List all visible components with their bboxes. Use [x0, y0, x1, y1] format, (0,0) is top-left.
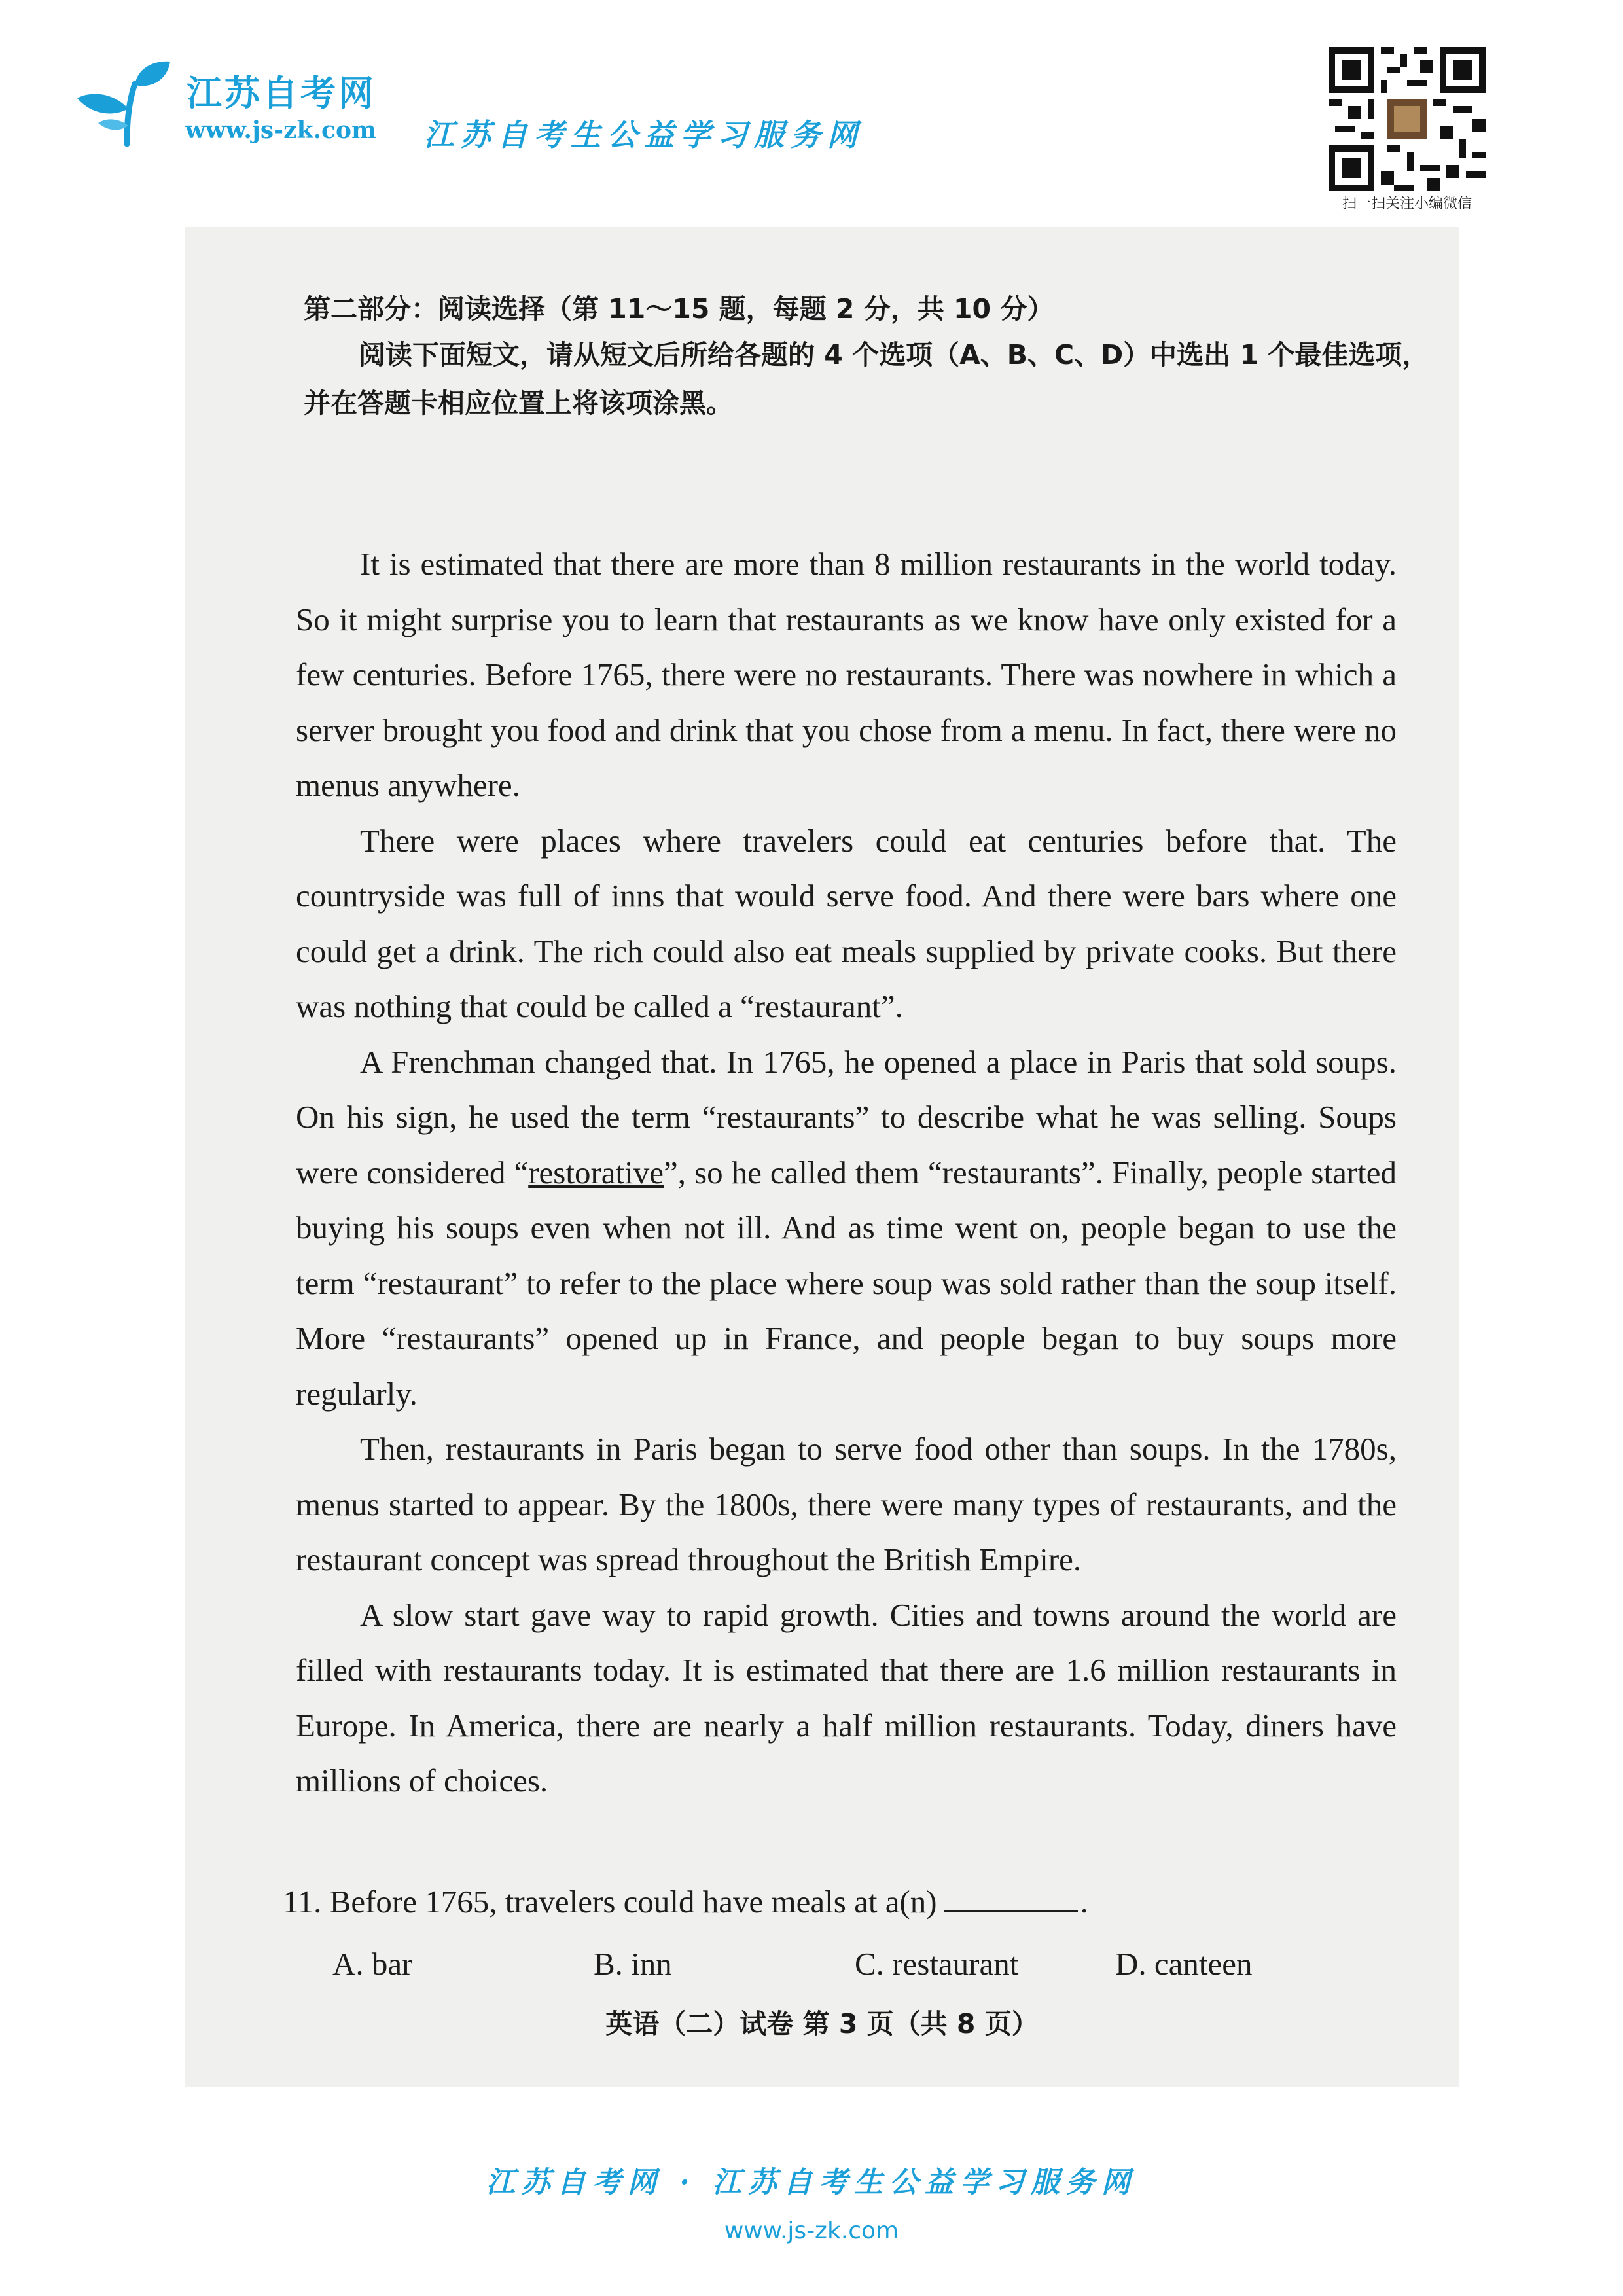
question-11 — [283, 1883, 1088, 1920]
qr-code-icon[interactable] — [1329, 47, 1486, 191]
question-stem: 11. Before 1765, travelers could have meals at a(n) — [283, 1884, 937, 1920]
option-d: D. canteen — [1115, 1946, 1253, 1982]
site-footer-url[interactable]: www.js-zk.com — [724, 2217, 899, 2244]
qr-caption: 扫一扫关注小编微信 — [1342, 196, 1472, 212]
site-footer-slogan: 江苏自考网 · 江苏自考生公益学习服务网 — [486, 2166, 1137, 2199]
exam-page — [185, 227, 1459, 2087]
option-b: B. inn — [594, 1946, 672, 1982]
passage-paragraph-2: There were places where travelers could eat centuries before that. The countryside was full of inns that would serve food. And there were bars where one could get a drink. The rich could also eat meals supplied by private cooks. But there was nothing that could be called a “restaurant”. — [296, 822, 1397, 1024]
paragraph-3-text-before: A Frenchman changed that. In 1765, he opened a place in Paris that sold soups. On his sign, he used the term “restaurants” to describe what he was selling. Soups were considered “ — [296, 1043, 1397, 1191]
brand-slogan: 江苏自考生公益学习服务网 — [424, 117, 864, 152]
passage-paragraph-5: A slow start gave way to rapid growth. Cities and towns around the world are filled with restaurants today. It is estimated that there are 1.6 million restaurants in Europe. In America, there are nearly a half million restaurants. Today, diners have millions of choices. — [296, 1596, 1397, 1799]
brand-name: 江苏自考网 — [187, 73, 376, 114]
underlined-word: restorative — [528, 1154, 664, 1191]
answer-blank — [944, 1884, 1078, 1912]
brand-url[interactable]: www.js-zk.com — [185, 117, 377, 144]
passage-paragraph-1: It is estimated that there are more than 8 million restaurants in the world today. So it might surprise you to learn that restaurants as we know have only existed for a few centuries. Before 1765, there were no restaurants. There was nowhere in which a server brought you food and drink that you chose from a menu. In fact, there were no menus anywhere. — [296, 546, 1397, 803]
sprout-logo-icon — [72, 58, 177, 149]
paragraph-3-text-after: ”, so he called them “restaurants”. Finally, people started buying his soups even when not ill. And as time went on, people began to use the term “restaurant” to refer to the place where soup was sold rather than the soup itself. More “restaurants” opened up in France, and people began to buy soups more regularly. — [296, 1154, 1397, 1412]
option-c: C. restaurant — [855, 1946, 1019, 1982]
instructions: 阅读下面短文，请从短文后所给各题的 4 个选项（A、B、C、D）中选出 1 个最佳选项，并在答题卡相应位置上将该项涂黑。 — [304, 339, 1429, 419]
question-end: . — [1080, 1884, 1088, 1920]
page-number-footer: 英语（二）试卷 第 3 页（共 8 页） — [605, 2008, 1039, 2039]
option-a: A. bar — [332, 1946, 413, 1982]
section-heading: 第二部分：阅读选择（第 11～15 题，每题 2 分，共 10 分） — [304, 293, 1054, 325]
reading-passage — [296, 537, 1397, 1809]
passage-paragraph-4: Then, restaurants in Paris began to serve food other than soups. In the 1780s, menus started to appear. By the 1800s, there were many types of restaurants, and the restaurant concept was spread throughout the British Empire. — [296, 1431, 1397, 1577]
passage-paragraph-3 — [296, 1035, 1397, 1422]
